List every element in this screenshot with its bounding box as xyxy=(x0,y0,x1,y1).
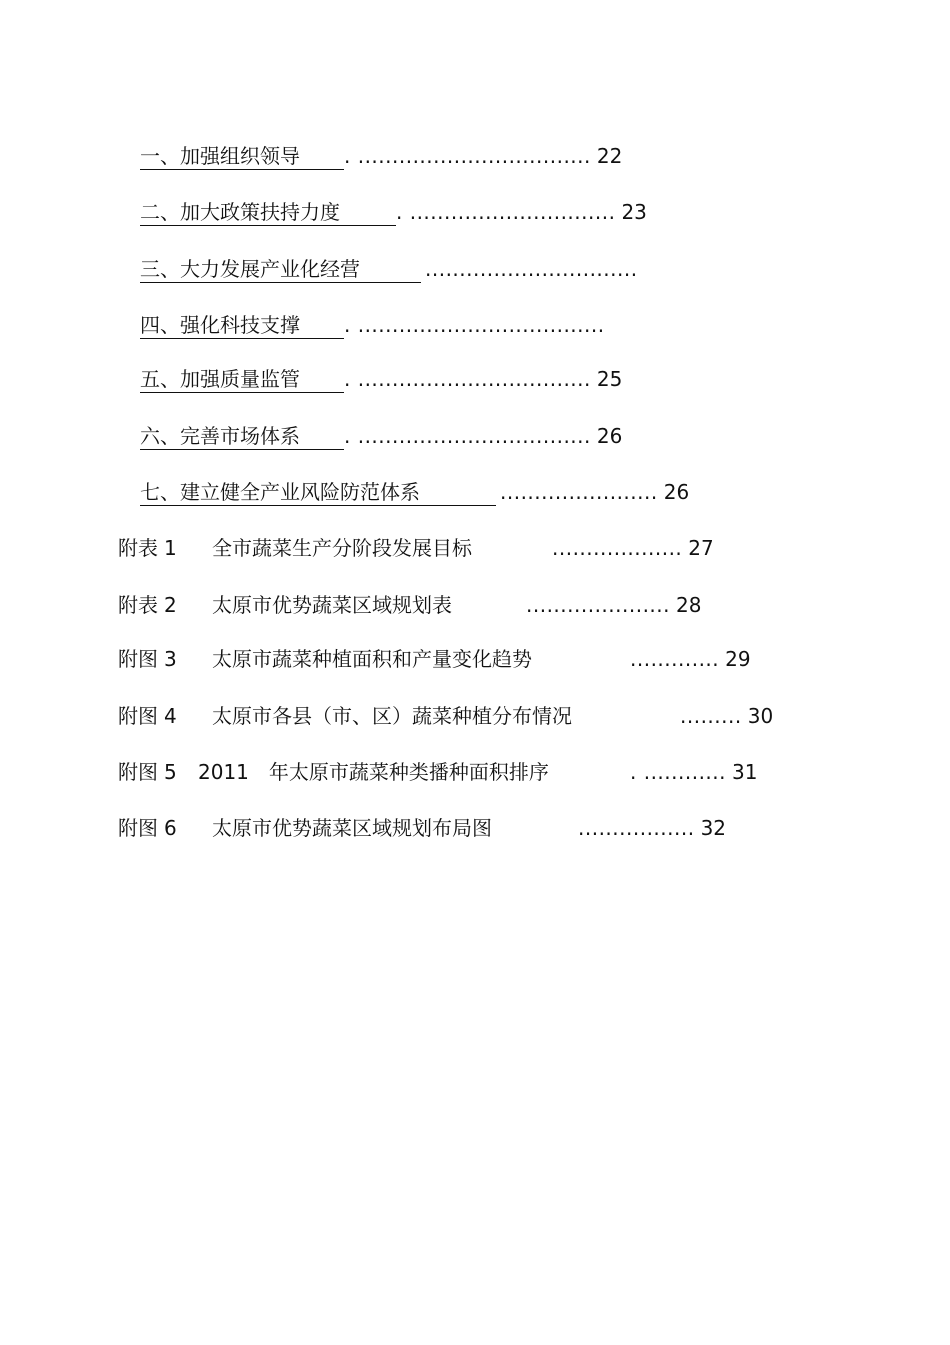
appendix-title: 太原市各县（市、区）蔬菜种植分布情况 xyxy=(212,704,572,728)
toc-leader-dots: . ............ xyxy=(630,760,727,784)
appendix-number: 1 xyxy=(164,536,177,560)
appendix-entry-5[interactable] xyxy=(118,759,757,785)
appendix-title: 全市蔬菜生产分阶段发展目标 xyxy=(212,536,472,560)
appendix-number: 6 xyxy=(164,816,177,840)
toc-page-number: 26 xyxy=(663,480,690,504)
toc-entry-6[interactable] xyxy=(140,423,622,450)
toc-title: 七、建立健全产业风险防范体系 xyxy=(140,479,496,506)
toc-leader-dots: ............. xyxy=(630,647,720,671)
toc-page-number: 25 xyxy=(596,367,623,391)
toc-leader-dots: . .................................. xyxy=(344,424,591,448)
toc-title: 五、加强质量监管 xyxy=(140,366,344,393)
toc-title: 三、大力发展产业化经营 xyxy=(140,256,421,283)
toc-title: 一、加强组织领导 xyxy=(140,143,344,170)
toc-page-number: 27 xyxy=(688,536,714,560)
toc-page-number: 23 xyxy=(621,200,647,224)
appendix-title: 太原市优势蔬菜区域规划布局图 xyxy=(212,816,492,840)
appendix-label: 附图 xyxy=(118,647,158,671)
appendix-number: 2 xyxy=(164,593,177,617)
toc-leader-dots: . .............................. xyxy=(396,200,616,224)
toc-entry-5[interactable] xyxy=(140,366,622,393)
appendix-number: 5 xyxy=(164,760,177,784)
toc-page-number: 22 xyxy=(596,144,623,168)
toc-page-number: 26 xyxy=(596,424,623,448)
toc-title: 六、完善市场体系 xyxy=(140,423,344,450)
toc-page-number: 31 xyxy=(732,760,758,784)
appendix-entry-4[interactable] xyxy=(118,703,773,729)
toc-leader-dots: . .................................... xyxy=(344,313,605,337)
appendix-title: 太原市蔬菜种植面积和产量变化趋势 xyxy=(212,647,532,671)
toc-entry-2[interactable] xyxy=(140,199,647,226)
toc-title: 二、加大政策扶持力度 xyxy=(140,199,396,226)
appendix-label: 附图 xyxy=(118,760,158,784)
toc-page-number: 29 xyxy=(725,647,751,671)
toc-leader-dots: ......... xyxy=(680,704,742,728)
appendix-entry-3[interactable] xyxy=(118,646,751,672)
toc-page-number: 28 xyxy=(676,593,702,617)
appendix-entry-1[interactable] xyxy=(118,535,714,561)
toc-leader-dots: ..................... xyxy=(526,593,671,617)
toc-page-number: 32 xyxy=(700,816,727,840)
toc-leader-dots: . .................................. xyxy=(344,144,591,168)
toc-leader-dots: ................... xyxy=(552,536,683,560)
toc-leader-dots: ................. xyxy=(578,816,695,840)
toc-entry-1[interactable] xyxy=(140,143,622,170)
toc-title: 四、强化科技支撑 xyxy=(140,312,344,339)
appendix-label: 附图 xyxy=(118,816,158,840)
appendix-number: 3 xyxy=(164,647,177,671)
appendix-label: 附图 xyxy=(118,704,158,728)
appendix-entry-6[interactable] xyxy=(118,815,726,841)
toc-leader-dots: ....................... xyxy=(500,480,658,504)
appendix-title: 太原市优势蔬菜区域规划表 xyxy=(212,593,452,617)
toc-entry-7[interactable] xyxy=(140,479,689,506)
toc-page-number: 30 xyxy=(747,704,774,728)
toc-leader-dots: ............................... xyxy=(425,257,638,281)
appendix-entry-2[interactable] xyxy=(118,592,701,618)
toc-leader-dots: . .................................. xyxy=(344,367,591,391)
toc-entry-4[interactable] xyxy=(140,312,611,339)
toc-entry-3[interactable] xyxy=(140,256,644,283)
appendix-number: 4 xyxy=(164,704,177,728)
appendix-title: 2011 年太原市蔬菜种类播种面积排序 xyxy=(198,760,549,784)
appendix-label: 附表 xyxy=(118,593,158,617)
appendix-label: 附表 xyxy=(118,536,158,560)
